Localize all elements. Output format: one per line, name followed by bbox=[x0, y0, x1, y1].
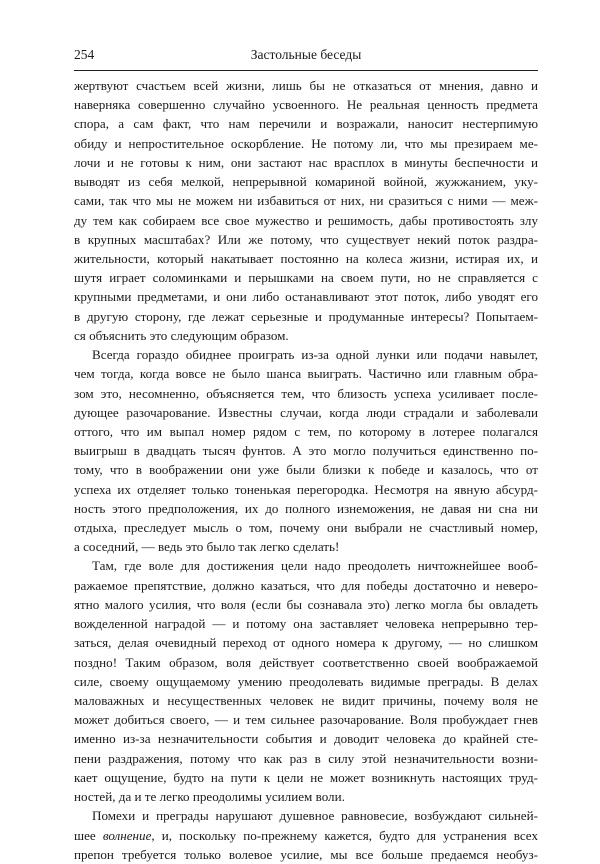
text-run: шее bbox=[74, 827, 103, 843]
text-line: отдыха, преследует мысль о том, почему они выбрали не счастливый номер, bbox=[74, 520, 538, 536]
text-line: жительности, который накатывает постоянно на колеса жизни, истирая их, и bbox=[74, 250, 538, 266]
page-number: 254 bbox=[74, 47, 95, 62]
text-line: а соседний, — ведь это было так легко сделать! bbox=[74, 539, 340, 555]
text-line-with-emphasis bbox=[74, 826, 538, 845]
text-line: в крупных масштабах? Или же потому, что существует некий поток раздра- bbox=[74, 231, 538, 247]
text-run: , и, поскольку по-прежнему кажется, будто для устранения всех bbox=[151, 827, 538, 843]
text-line: Помехи и преграды нарушают душевное равновесие, возбуждают сильней- bbox=[92, 808, 538, 824]
text-line: маловажных и несущественных человек не видит причины, почему воля не bbox=[74, 693, 538, 708]
text-line: шутя играет соломинками и перышками на своем пути, но не справляется с bbox=[74, 270, 538, 286]
text-line: спора, а сам факт, что нам перечили и возражали, наносит нестерпимую bbox=[74, 116, 538, 132]
page-header bbox=[74, 47, 538, 67]
body-text bbox=[74, 76, 538, 864]
paragraph-2 bbox=[74, 345, 538, 556]
running-title: Застольные беседы bbox=[250, 47, 362, 62]
text-line: кает ощущение, будто на пути к цели не может возникнуть настоящих труд- bbox=[74, 769, 538, 785]
text-line: в другую сторону, где лежат серьезные и продуманные интересы? Попытаем- bbox=[74, 308, 538, 324]
emphasized-word: волнение bbox=[102, 827, 152, 843]
text-line: обиду и непростительное оскорбление. Не потому ли, что мы презираем ме- bbox=[74, 135, 538, 151]
text-line: Там, где воле для достижения цели надо преодолеть ничтожнейшее вооб- bbox=[92, 558, 538, 574]
text-line: именно из-за незначительности события и доводит человека до крайней сте- bbox=[74, 731, 538, 747]
text-line: выигрыш в двадцать тысяч фунтов. А это могло получиться единственно по- bbox=[74, 443, 538, 459]
text-line: крупными предметами, и они либо останавливают этот поток, либо уводят его bbox=[74, 289, 538, 305]
text-line: Всегда гораздо обиднее проиграть из-за одной лунки или подачи навылет, bbox=[92, 347, 538, 363]
text-line: сами, так что мы не можем ни избавиться от них, ни сразиться с ними — меж- bbox=[74, 193, 538, 209]
text-line: успеха их отделяет только тоненькая перегородка. Несмотря на явную абсурд- bbox=[74, 481, 538, 497]
text-line: может добиться своего, — и тем сильнее разочарование. Воля пробуждает гнев bbox=[74, 712, 538, 728]
text-line: вожделенной наградой — и потому она заставляет человека непрерывно тер- bbox=[74, 616, 538, 632]
text-line: ятно малого усилия, что воля (если бы сознавала это) легко могла бы овладеть bbox=[74, 596, 538, 612]
text-line: ностей, да и те легко преодолимы усилием воли. bbox=[74, 789, 345, 805]
text-line: зом это, несомненно, объясняется тем, что близость успеха усиливает после- bbox=[74, 385, 538, 401]
text-line: лочи и не готовы к ним, они застают нас врасплох в минуты беспечности и bbox=[74, 154, 538, 170]
paragraph-1 bbox=[74, 76, 538, 345]
text-line: чем тогда, когда вовсе не было шанса выиграть. Частично или главным обра- bbox=[74, 366, 538, 382]
text-line: ду тем как собираем все свое мужество и решимость, дабы противостоять злу bbox=[74, 212, 538, 228]
paragraph-4 bbox=[74, 806, 538, 864]
text-line: поздно! Таким образом, воля действует соответственно своей воображаемой bbox=[74, 654, 538, 670]
text-line: тому, что в воображении они уже были близки к победе и казалось, что от bbox=[74, 462, 538, 478]
text-line: ся объяснить это следующим образом. bbox=[74, 327, 289, 343]
header-rule bbox=[74, 70, 538, 71]
text-line: ражаемое препятствие, должно казаться, что для победы достаточно и неверо- bbox=[74, 577, 538, 593]
paragraph-3 bbox=[74, 556, 538, 806]
text-line: дующее разочарование. Известны случаи, когда люди страдали и заболевали bbox=[74, 404, 538, 420]
text-line: выводят из себя мелкой, непрерывной комариной войной, жужжанием, уку- bbox=[74, 174, 538, 190]
text-line: силе, своему ощущаемому умению преодолевать видимые преграды. В делах bbox=[74, 673, 538, 689]
text-line: жертвуют счастьем всей жизни, лишь бы не отказаться от мнения, давно и bbox=[74, 78, 538, 93]
text-line: ность этого предположения, их до полного изнеможения, не давая ни сна ни bbox=[74, 500, 538, 516]
text-line: препон требуется только волевое усилие, мы все больше предаемся необуз- bbox=[74, 846, 538, 862]
text-line: наверняка совершенно случайно усвоенного. Не реальная ценность предмета bbox=[74, 97, 538, 113]
text-line: оттого, что им выпал номер рядом с тем, по которому в лотерее полагался bbox=[74, 423, 538, 439]
text-line: заться, делая очевидный переход от одного номера к другому, — но слишком bbox=[74, 635, 538, 651]
text-line: пени раздражения, потому что как раз в силу этой незначительности возни- bbox=[74, 750, 538, 766]
